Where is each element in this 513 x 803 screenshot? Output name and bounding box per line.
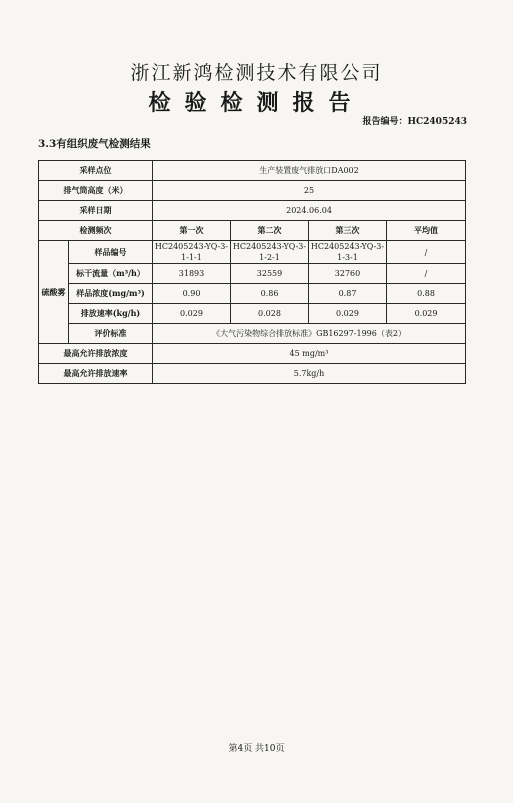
table-cell: 0.86: [231, 284, 309, 304]
table-cell: 32760: [309, 264, 387, 284]
page-footer: 第4页 共10页: [228, 744, 285, 754]
column-header: 平均值: [387, 221, 466, 241]
table-cell: 0.90: [153, 284, 231, 304]
table-cell: 0.028: [231, 304, 309, 324]
frequency-label: 检测频次: [39, 221, 153, 241]
table-row: [39, 364, 466, 384]
table-row: [39, 304, 466, 324]
row-label: 样品编号: [69, 241, 153, 264]
table-row: [39, 161, 466, 181]
max-rate-value: 5.7kg/h: [153, 364, 466, 384]
table-cell: 0.87: [309, 284, 387, 304]
table-row: [39, 221, 466, 241]
table-cell: 0.029: [309, 304, 387, 324]
row-label: 样品浓度(mg/m³): [69, 284, 153, 304]
table-cell: 0.029: [387, 304, 466, 324]
table-cell: 0.88: [387, 284, 466, 304]
table-cell: 0.029: [153, 304, 231, 324]
max-concentration-value: 45 mg/m³: [153, 344, 466, 364]
table-row: [39, 241, 466, 264]
table-row: [39, 284, 466, 304]
table-cell: HC2405243-YQ-3-1-2-1: [231, 241, 309, 264]
column-header: 第三次: [309, 221, 387, 241]
table-row: [39, 264, 466, 284]
report-number-value: HC2405243: [407, 117, 467, 127]
sampling-point-label: 采样点位: [39, 161, 153, 181]
table-row: [39, 344, 466, 364]
table-row: [39, 324, 466, 344]
table-cell: /: [387, 241, 466, 264]
sampling-point-value: 生产装置废气排放口DA002: [153, 161, 466, 181]
section-title: 3.3有组织废气检测结果: [38, 138, 151, 150]
table-cell: HC2405243-YQ-3-1-3-1: [309, 241, 387, 264]
column-header: 第一次: [153, 221, 231, 241]
report-number: [362, 114, 467, 127]
max-concentration-label: 最高允许排放浓度: [39, 344, 153, 364]
max-rate-label: 最高允许排放速率: [39, 364, 153, 384]
report-title: 检验检测报告: [148, 90, 365, 116]
standard-value: 《大气污染物综合排放标准》GB16297-1996（表2）: [153, 324, 466, 344]
table-cell: HC2405243-YQ-3-1-1-1: [153, 241, 231, 264]
sampling-date-label: 采样日期: [39, 201, 153, 221]
table-row: [39, 201, 466, 221]
table-cell: 32559: [231, 264, 309, 284]
row-label: 排放速率(kg/h): [69, 304, 153, 324]
pollutant-name: 硫酸雾: [39, 241, 69, 344]
table-row: [39, 181, 466, 201]
table-cell: /: [387, 264, 466, 284]
report-number-label: 报告编号：: [362, 117, 408, 127]
table-cell: 31893: [153, 264, 231, 284]
column-header: 第二次: [231, 221, 309, 241]
results-table: [38, 160, 466, 384]
stack-height-value: 25: [153, 181, 466, 201]
stack-height-label: 排气筒高度（米）: [39, 181, 153, 201]
standard-label: 评价标准: [69, 324, 153, 344]
sampling-date-value: 2024.06.04: [153, 201, 466, 221]
company-name: 浙江新鸿检测技术有限公司: [130, 62, 383, 84]
row-label: 标干流量（m³/h）: [69, 264, 153, 284]
